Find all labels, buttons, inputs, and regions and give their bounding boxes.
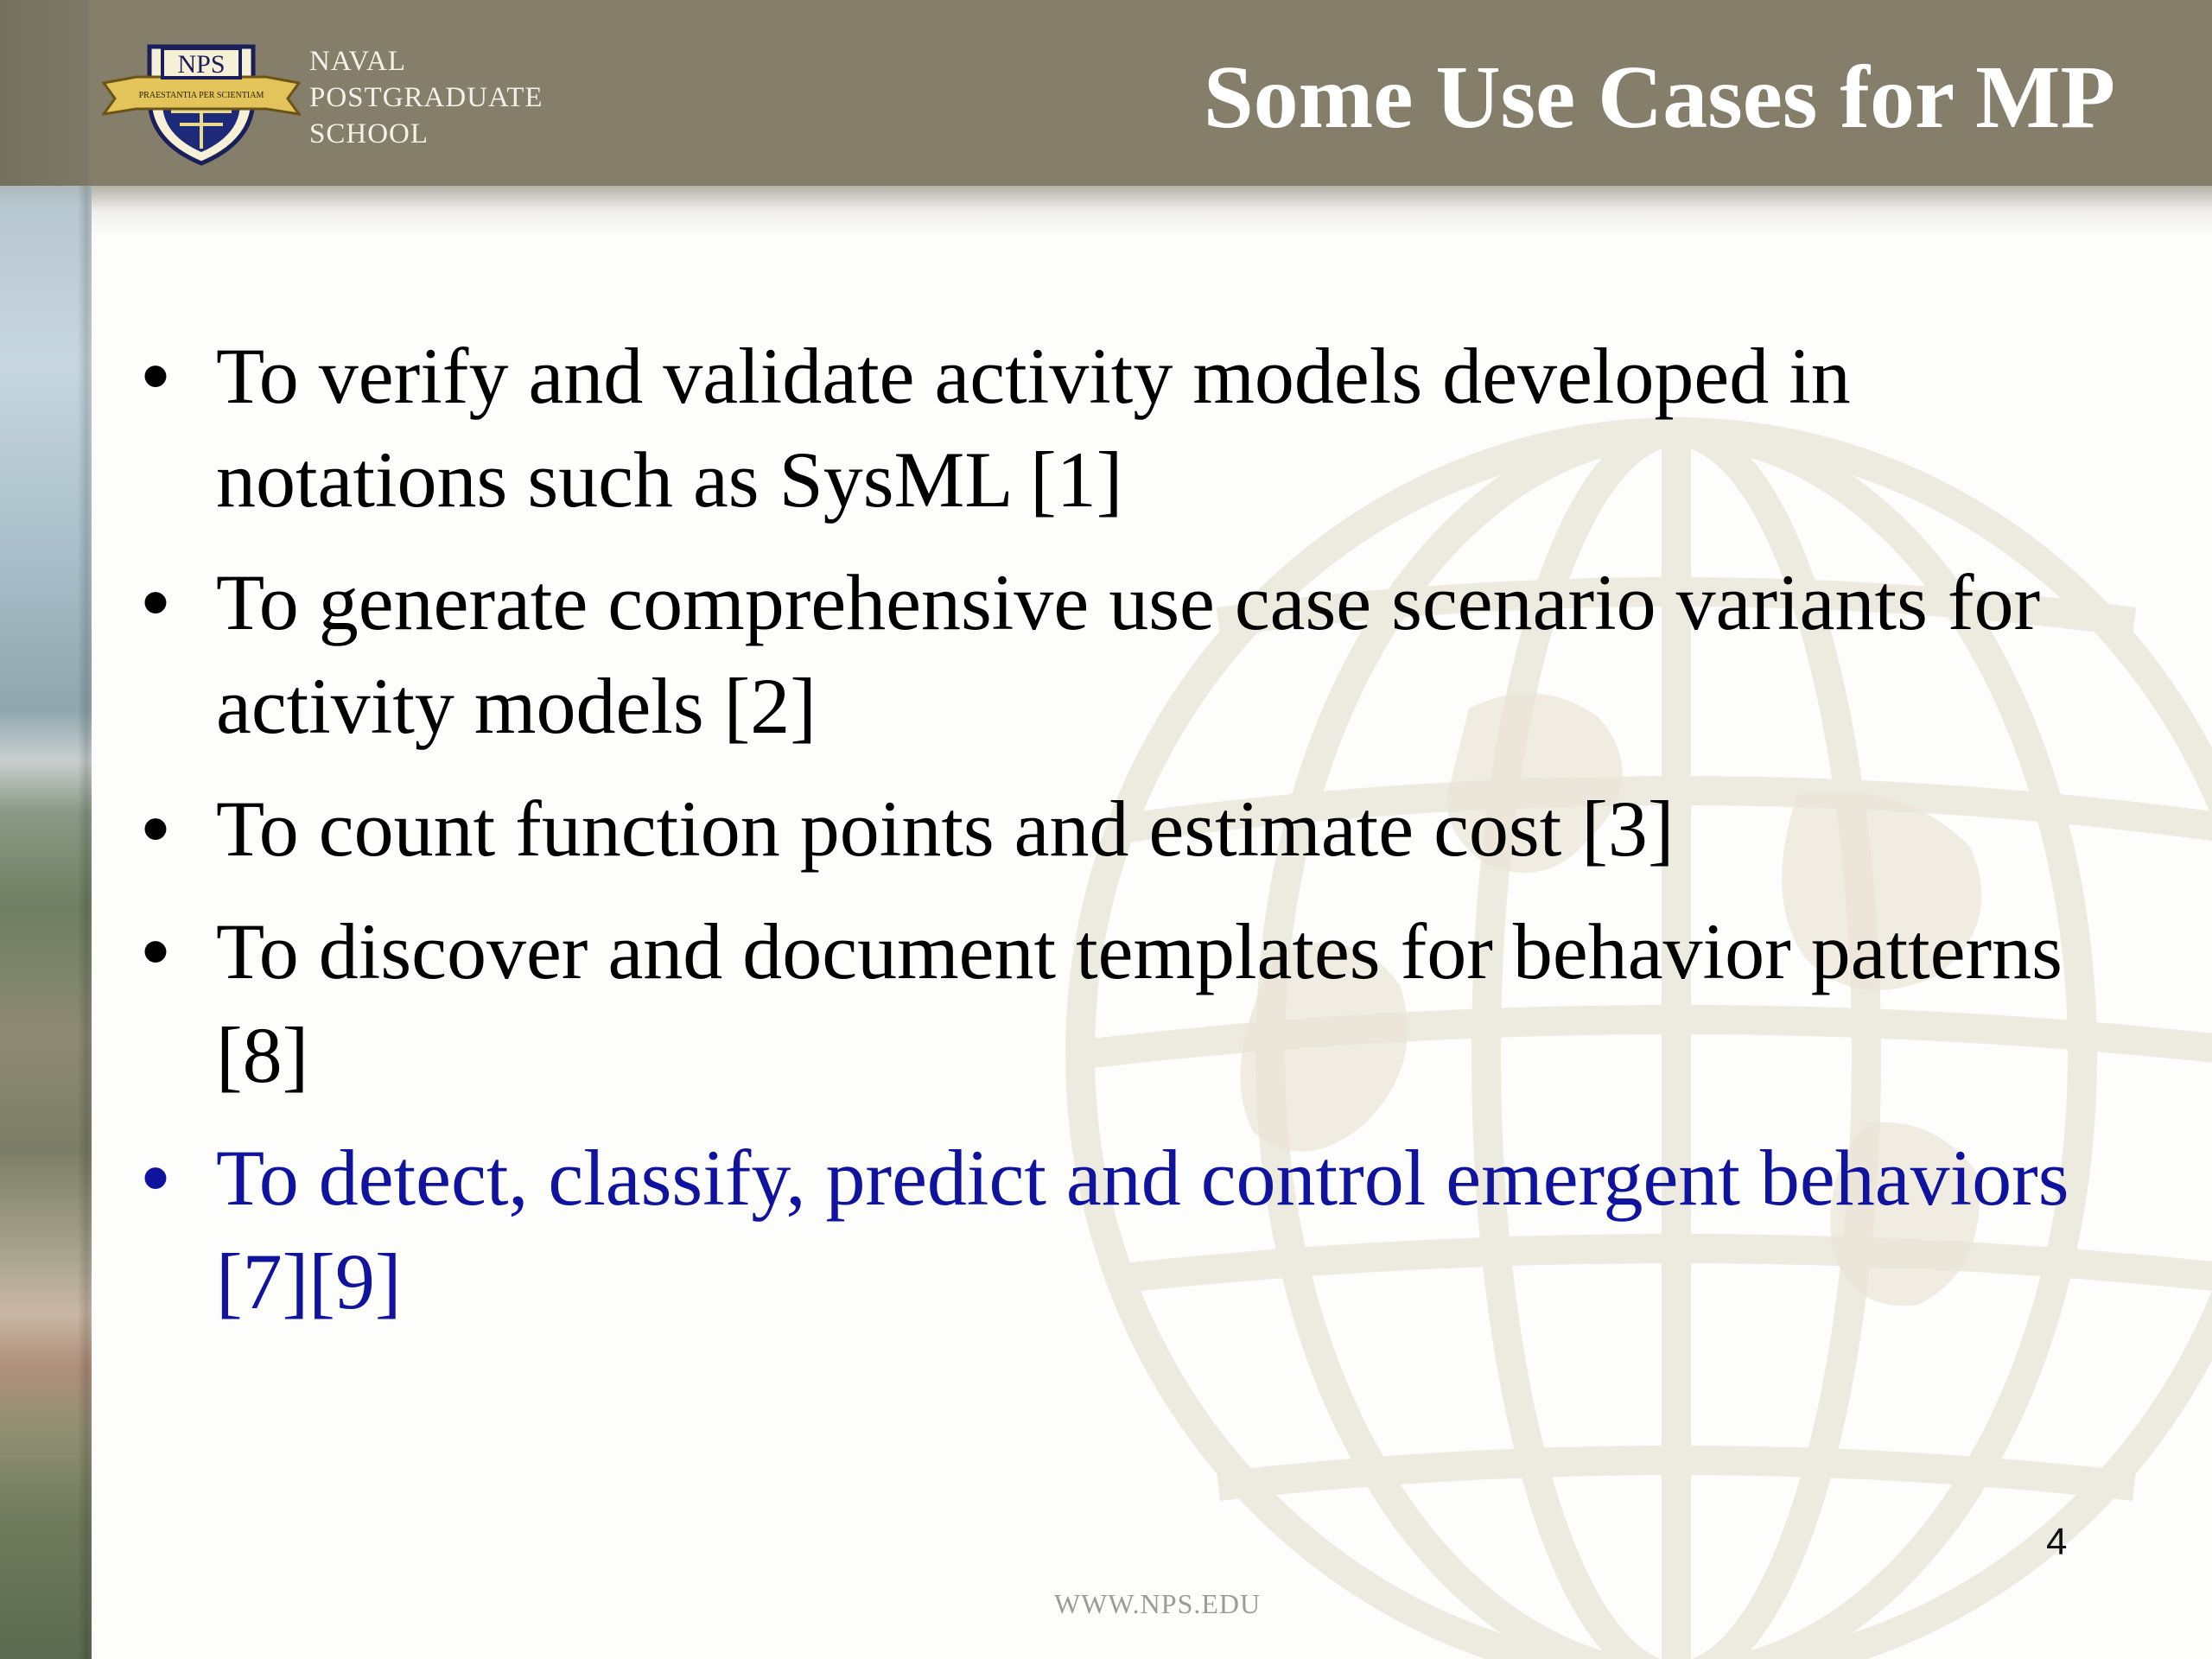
bullet-text: To count function points and estimate cost [3] xyxy=(216,785,1675,873)
bullet-text: To generate comprehensive use case scenario variants for activity models [2] xyxy=(216,558,2041,750)
school-name-line-2: POSTGRADUATE xyxy=(309,82,543,113)
bullet-dot-icon: • xyxy=(141,785,170,873)
school-name xyxy=(309,43,543,152)
bullet-text: To verify and validate activity models developed in notations such as SysML [1] xyxy=(216,332,1851,524)
crest-nps-text: NPS xyxy=(177,50,226,79)
bullet-item xyxy=(130,777,2117,880)
crest-motto: PRAESTANTIA PER SCIENTIAM xyxy=(138,91,264,100)
bullet-text: To discover and document templates for behavior patterns [8] xyxy=(216,907,2063,1099)
header-shadow xyxy=(92,186,2212,238)
bullet-text: To detect, classify, predict and control emergent behaviors [7][9] xyxy=(216,1134,2069,1325)
bullet-item-highlighted xyxy=(130,1126,2117,1333)
slide-title: Some Use Cases for MP xyxy=(1203,48,2115,147)
bullet-dot-icon: • xyxy=(141,907,170,995)
bullet-dot-icon: • xyxy=(141,558,170,646)
photo-strip-shade xyxy=(0,0,92,1659)
bullet-dot-icon: • xyxy=(141,1134,170,1222)
bullet-item xyxy=(130,324,2117,531)
bullet-dot-icon: • xyxy=(141,332,170,420)
page-number: 4 xyxy=(2046,1521,2068,1563)
nps-crest-logo xyxy=(102,29,301,168)
header-left-edge xyxy=(0,0,92,186)
bullet-list xyxy=(130,324,2117,1352)
school-name-line-1: NAVAL xyxy=(309,46,406,77)
bullet-item xyxy=(130,899,2117,1107)
footer-url: WWW.NPS.EDU xyxy=(1054,1588,1262,1619)
bullet-item xyxy=(130,550,2117,758)
school-name-line-3: SCHOOL xyxy=(309,118,429,149)
